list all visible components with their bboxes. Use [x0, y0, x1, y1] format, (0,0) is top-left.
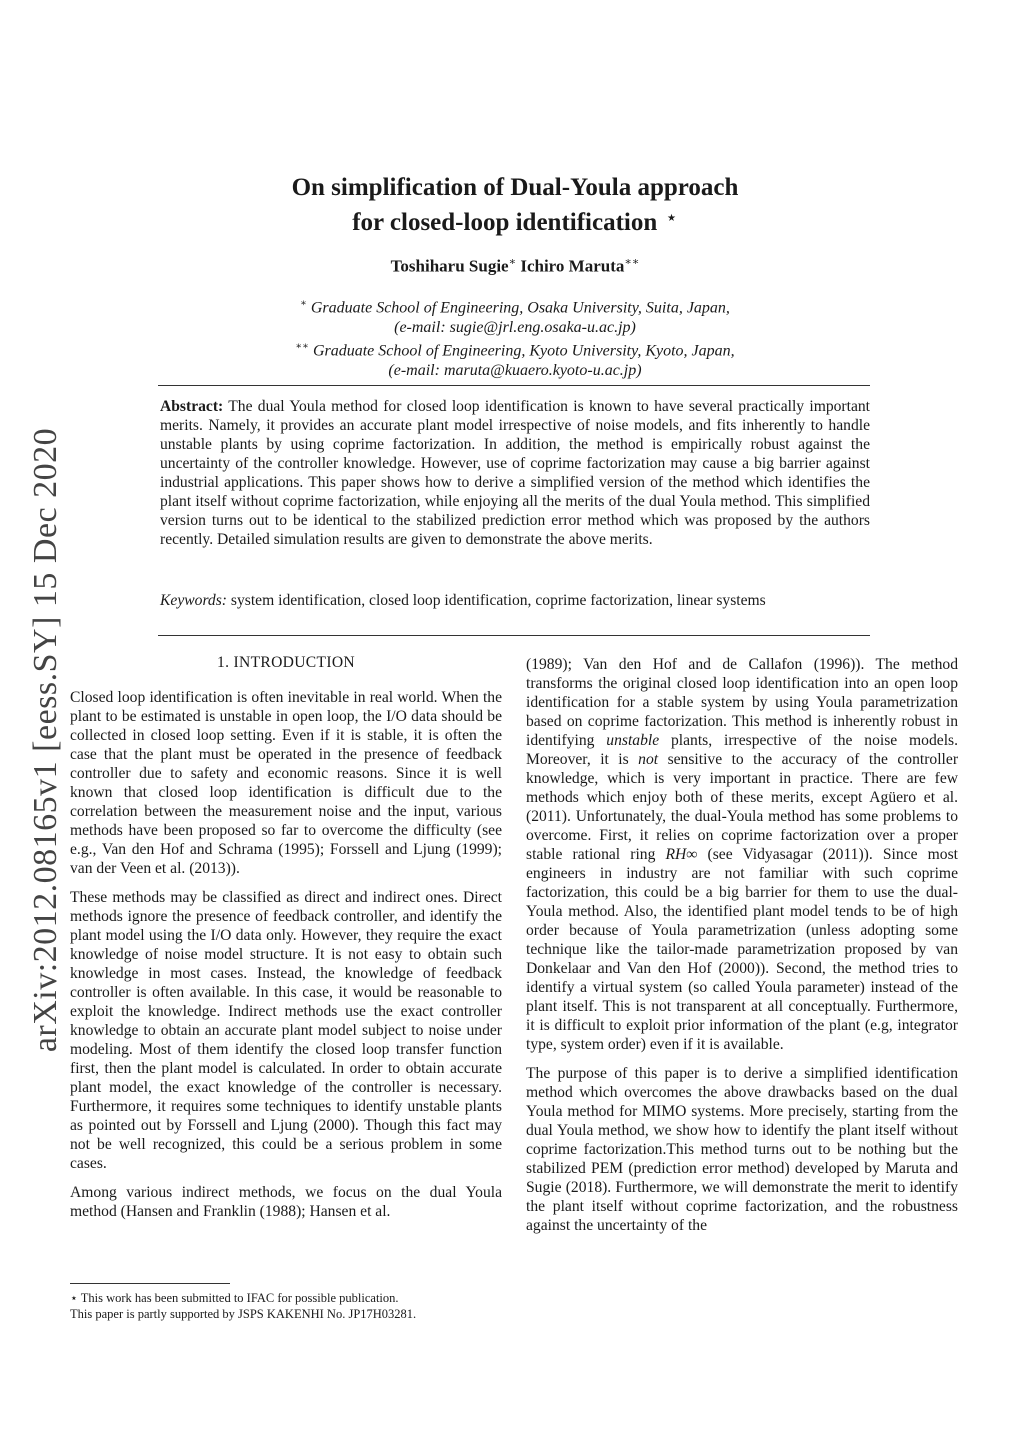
right-column [526, 655, 958, 1245]
affiliations [160, 294, 870, 381]
section-heading-introduction: 1. INTRODUCTION [217, 654, 355, 671]
affiliation-2-mark: ∗∗ [295, 341, 309, 353]
right-paragraph-2: The purpose of this paper is to derive a simplified identification method which overcomes the above drawbacks based on the dual Youla method for MIMO systems. More precisely, starting from the dual Youla method, we show how to identify the plant itself without coprime factorization.This method turns out to be nothing but the stabilized PEM (prediction error method) developed by Maruta and Sugie (2018). Furthermore, we will demonstrate the merit to identify the plant itself without coprime factorization, and the robustness against the uncertainty of the [526, 1065, 958, 1234]
footnote-line-1-text: This work has been submitted to IFAC for possible publication. [80, 1291, 399, 1305]
right-p1-part-c: sensitive to the accuracy of the controller knowledge, which is very important in practice. There are few methods which enjoy both of these merits, except Agüero et al. (2011). Unfortunately, the dual-Youla method has some problems to overcome. First, it relies on coprime factorization over a proper stable rational ring [526, 751, 959, 863]
affiliation-2-text: Graduate School of Engineering, Kyoto University, Kyoto, Japan, [312, 342, 735, 360]
footnote-rule [70, 1283, 230, 1284]
arxiv-identifier [20, 427, 72, 1053]
author-1: Toshiharu Sugie [390, 256, 509, 276]
title-footnote-star: ⋆ [665, 207, 678, 229]
affiliation-1-email: (e-mail: sugie@jrl.eng.osaka-u.ac.jp) [394, 318, 636, 336]
keywords-label: Keywords: [160, 592, 227, 609]
affiliation-1-text: Graduate School of Engineering, Osaka University, Suita, Japan, [310, 299, 730, 317]
right-p1-part-d: (see Vidyasagar (2011)). Since most engineers in industry are not familiar with such coprime factorization, this could be a big barrier for them to use the dual-Youla method. Also, the identified plant model tends to be of high order because of Youla parametrization (unless adopting some technique like the tailor-made parametrization proposed by van Donkelaar and Van den Hof (2000)). Second, the method tries to identify a virtual system (so called Youla parameter) instead of the plant itself. This is not transparent at all conceptually. Furthermore, it is difficult to exploit prior information of the plant (e.g, integrator type, system order) even if it is available. [526, 846, 958, 1053]
keywords [160, 591, 870, 610]
title-line-2-text: for closed-loop identification [352, 209, 658, 236]
right-p1-part-a: (1989); Van den Hof and de Callafon (1996)). The method transforms the original closed loop identification into an open loop identification for a stable system by using Youla parametrization based on coprime factorization. This method is inherently robust in identifying [526, 656, 958, 749]
abstract [160, 397, 870, 549]
abstract-top-rule [158, 385, 870, 386]
emphasis-unstable: unstable [606, 732, 660, 749]
abstract-bottom-rule [158, 635, 870, 636]
left-column [70, 653, 502, 1231]
author-2: Ichiro Maruta [520, 256, 625, 276]
math-rh-infinity: RH∞ [665, 846, 698, 863]
intro-paragraph-2: These methods may be classified as direct and indirect ones. Direct methods ignore the presence of feedback controller, and identify the plant model using the I/O data only. However, they require the exact knowledge of noise model structure. It is not easy to obtain such knowledge in most cases. Instead, the knowledge of feedback controller is often available. In this case, it would be reasonable to exploit the knowledge. Indirect methods use the exact controller knowledge to obtain an accurate plant model subject to noise under modeling. Most of them identify the closed loop transfer function first, then the plant model is calculated. In order to obtain accurate plant model, the exact knowledge of the controller is necessary. Furthermore, it requires some techniques to identify unstable plants as pointed out by Forssell and Ljung (2000). Though this fact may not be well recognized, this could be a serious problem in some cases. [70, 889, 502, 1172]
arxiv-id-text: arXiv:2012.08165v1 [eess.SY] 15 Dec 2020 [27, 427, 64, 1053]
keywords-text: system identification, closed loop identification, coprime factorization, linear systems [230, 592, 766, 609]
emphasis-not: not [638, 751, 659, 768]
affiliation-1 [160, 294, 870, 318]
affiliation-2-email: (e-mail: maruta@kuaero.kyoto-u.ac.jp) [388, 362, 642, 380]
footnote-line-1 [70, 1290, 510, 1306]
paper-title [160, 172, 870, 238]
footnote-mark: ⋆ [70, 1291, 78, 1305]
title-line-2 [160, 203, 870, 238]
author-1-mark: ∗ [508, 256, 517, 268]
footnote-line-2: This paper is partly supported by JSPS KAKENHI No. JP17H03281. [70, 1307, 417, 1321]
footnote [70, 1290, 510, 1322]
abstract-label: Abstract: [160, 398, 224, 415]
intro-paragraph-1: Closed loop identification is often inevitable in real world. When the plant to be estimated is unstable in open loop, the I/O data should be collected in closed loop setting. Even if it is stable, it is often the case that the plant must be operated in the presence of feedback controller due to safety and economic reasons. Since it is well known that closed loop identification is difficult due to the correlation between the measurement noise and the input, various methods have been proposed so far to overcome the difficulty (see e.g., Van den Hof and Schrama (1995); Forssell and Ljung (1999); van der Veen et al. (2013)). [70, 689, 502, 877]
right-p1-part-b: plants, irrespective of the noise models. Moreover, it is [526, 732, 959, 768]
author-list [160, 255, 870, 277]
affiliation-1-mark: ∗ [300, 298, 307, 309]
abstract-text: The dual Youla method for closed loop identification is known to have several practically important merits. Namely, it provides an accurate plant model irrespective of noise models, and fits inherently to handle unstable plants by using coprime factorization. In addition, the method is empirically robust against the uncertainty of the controller knowledge. However, use of coprime factorization may cause a big barrier against industrial applications. This paper shows how to derive a simplified version of the method which identifies the plant itself without coprime factorization, while enjoying all the merits of the dual Youla method. This simplified version turns out to be identical to the stabilized prediction error method which was proposed by the authors recently. Detailed simulation results are given to demonstrate the above merits. [160, 398, 870, 548]
title-line-1: On simplification of Dual-Youla approach [291, 174, 739, 201]
intro-paragraph-3: Among various indirect methods, we focus on the dual Youla method (Hansen and Franklin (1988); Hansen et al. [70, 1184, 502, 1220]
affiliation-2 [160, 337, 870, 361]
author-2-mark: ∗∗ [624, 256, 640, 268]
right-paragraph-1 [526, 655, 958, 1054]
